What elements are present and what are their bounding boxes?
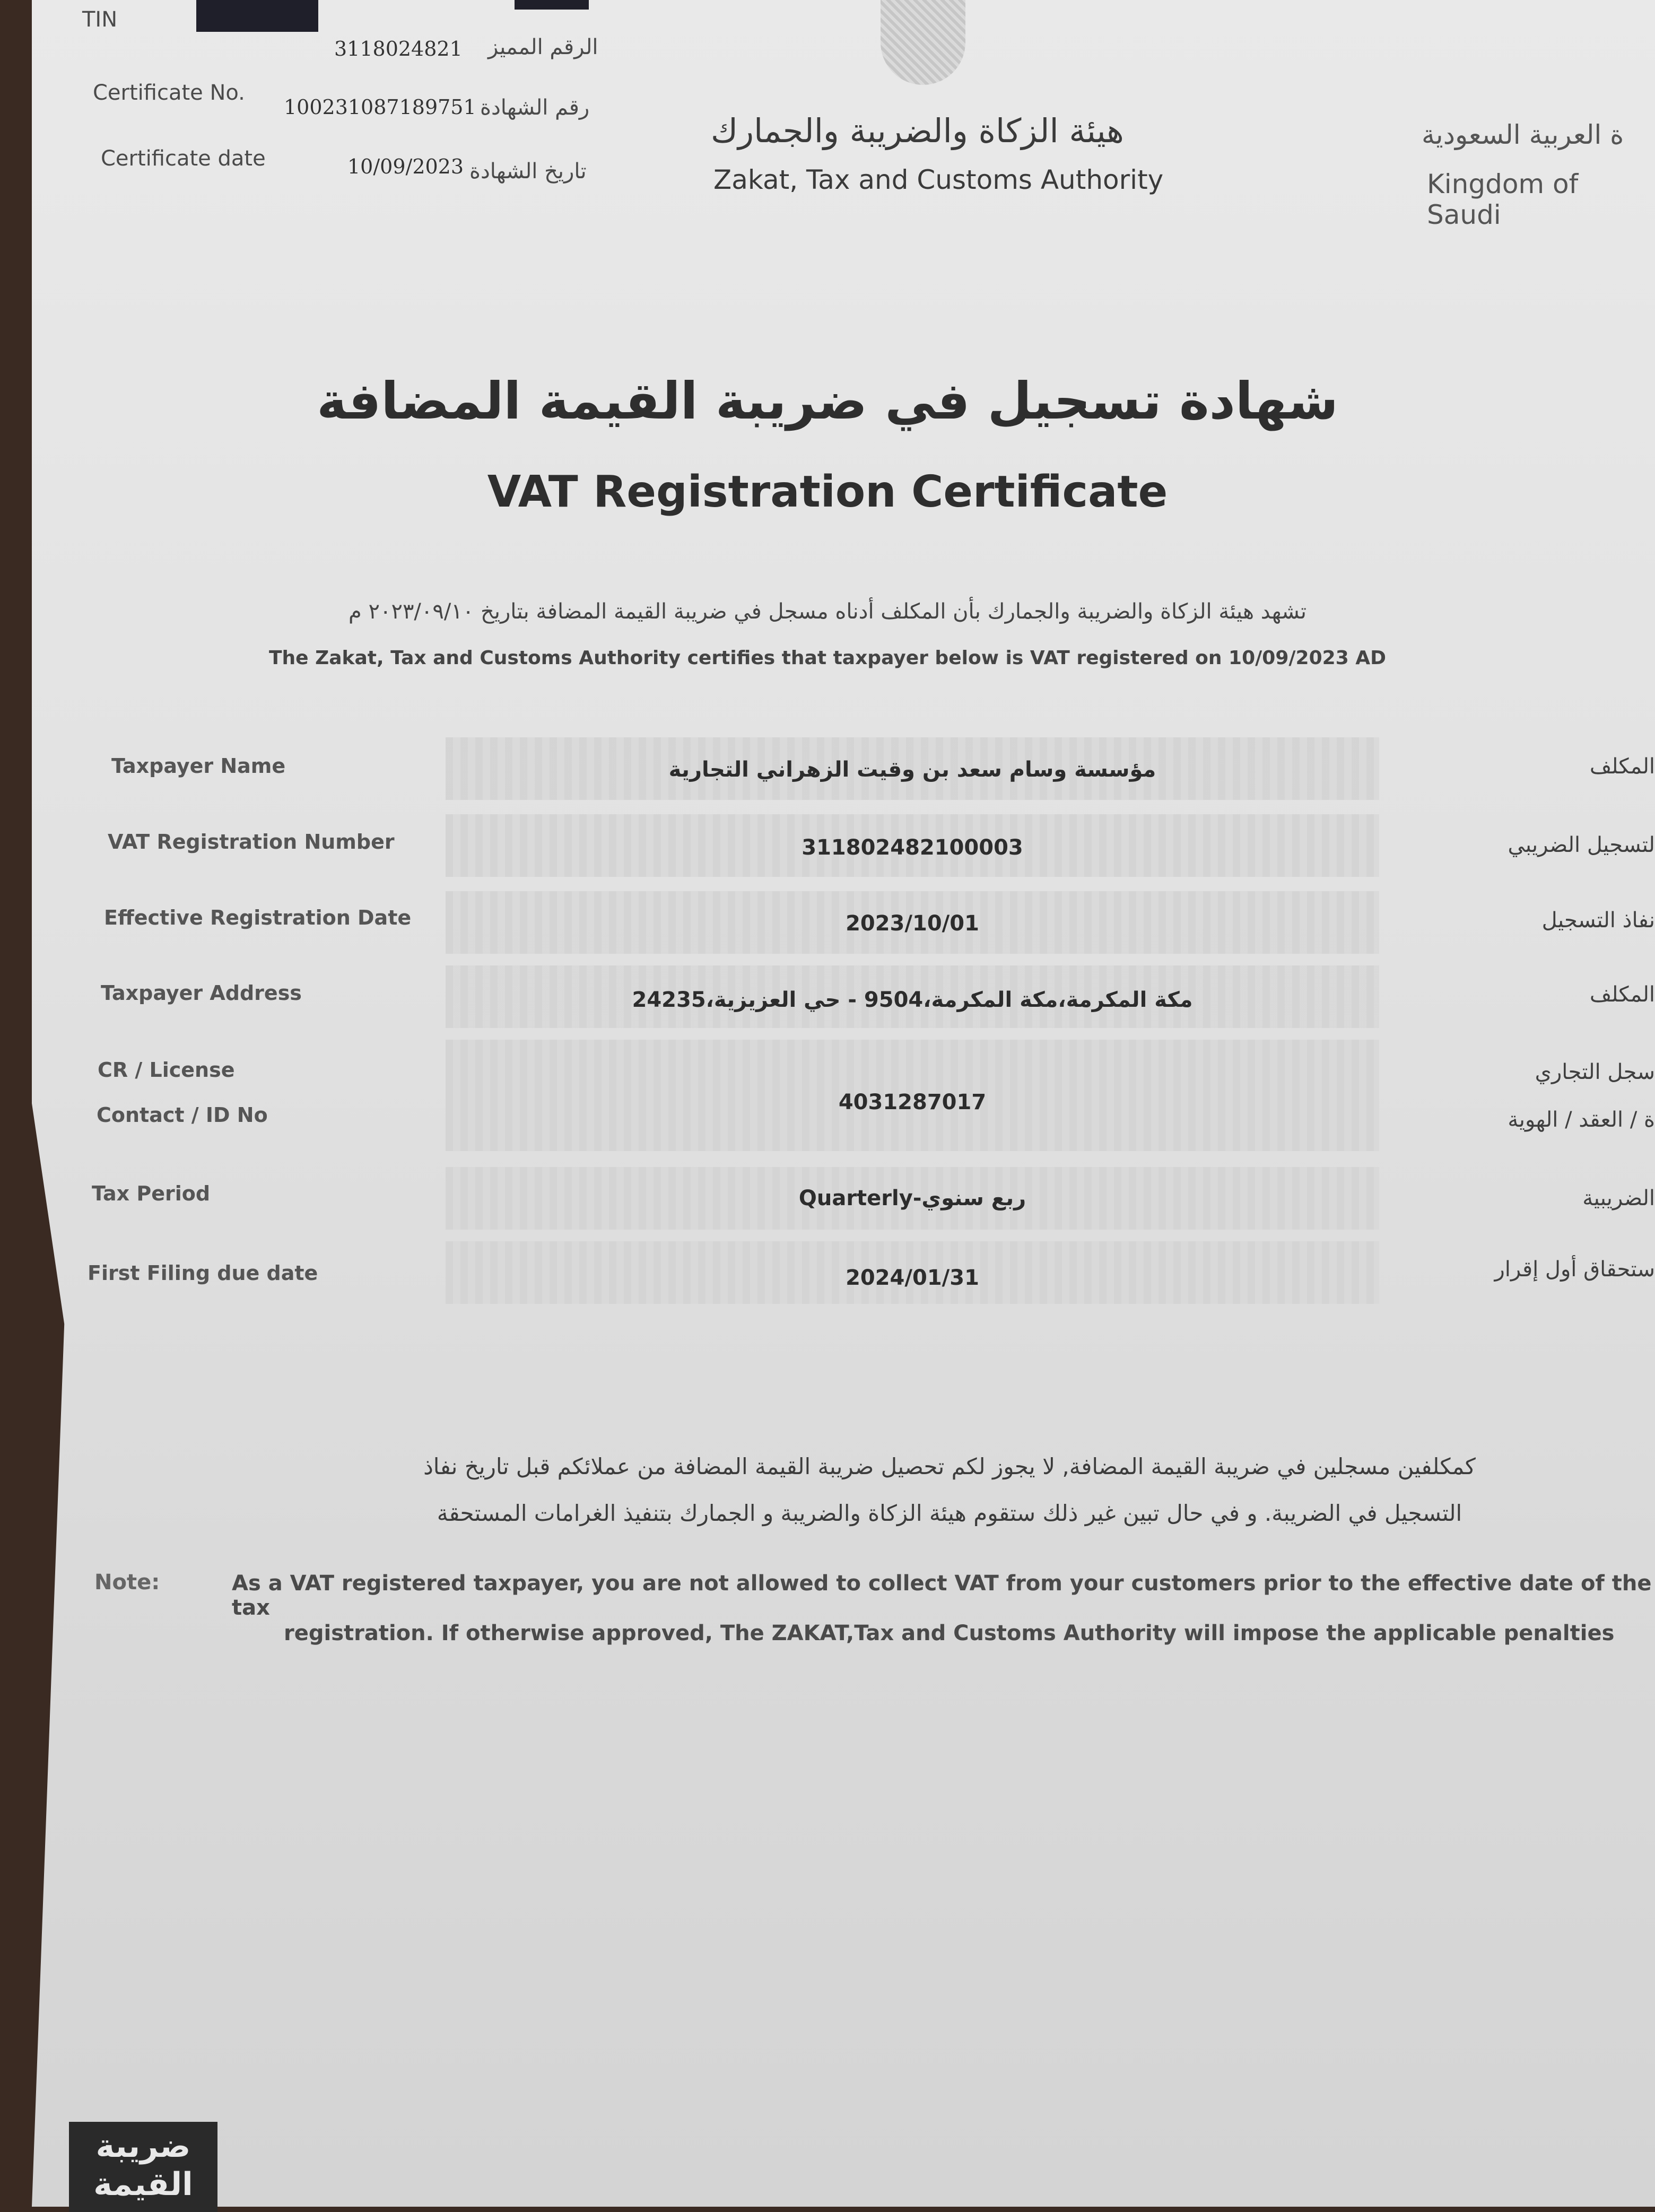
certificate-no-label: Certificate No. (93, 81, 245, 105)
barcode-fragment (515, 0, 589, 10)
cr-license-label: CR / License (98, 1058, 235, 1082)
note-label: Note: (94, 1570, 160, 1595)
redaction-mark (196, 0, 318, 32)
authority-name-ar: هيئة الزكاة والضريبة والجمارك (711, 111, 1124, 150)
taxpayer-name-label-ar: المكلف (1589, 754, 1655, 779)
tax-period-label-ar: الضريبية (1582, 1186, 1655, 1210)
vat-logo (69, 2122, 217, 2212)
title-english: VAT Registration Certificate (487, 467, 1168, 517)
contact-id-label-ar: ة / العقد / الهوية (1508, 1108, 1655, 1132)
first-filing-value: 2024/01/31 (846, 1266, 979, 1290)
tin-label-ar: الرقم المميز (488, 35, 598, 59)
address-label-ar: المكلف (1589, 982, 1655, 1007)
tax-period-value: Quarterly-ربع سنوي (798, 1186, 1026, 1210)
kingdom-name-ar: ة العربية السعودية (1422, 119, 1624, 150)
tin-value: 3118024821 (334, 37, 463, 60)
cr-license-label-ar: سجل التجاري (1535, 1060, 1655, 1084)
certificate-date-label: Certificate date (101, 146, 266, 171)
certificate-date-value: 10/09/2023 (347, 155, 464, 178)
kingdom-name-en: Kingdom of Saudi (1427, 169, 1579, 230)
certificate-no-value: 100231087189751 (284, 95, 476, 119)
certificate-date-label-ar: تاريخ الشهادة (469, 159, 587, 184)
cr-license-value: 4031287017 (838, 1090, 987, 1114)
intro-arabic: تشهد هيئة الزكاة والضريبة والجمارك بأن المكلف أدناه مسجل في ضريبة القيمة المضافة بتاريخ ٢٠٢٣/٠٩/١٠ م (349, 599, 1306, 624)
taxpayer-name-value: مؤسسة وسام سعد بن وقيت الزهراني التجارية (668, 757, 1156, 782)
contact-id-label: Contact / ID No (97, 1103, 268, 1127)
note-arabic-line-2: التسجيل في الضريبة. و في حال تبين غير ذلك ستقوم هيئة الزكاة والضريبة و الجمارك بتنفيذ الغرامات المستحقة (437, 1500, 1462, 1526)
note-english-line-1: As a VAT registered taxpayer, you are not allowed to collect VAT from your customers prior to the effective date of the tax (232, 1571, 1652, 1620)
title-arabic: شهادة تسجيل في ضريبة القيمة المضافة (317, 371, 1338, 431)
first-filing-label: First Filing due date (88, 1261, 318, 1285)
tax-period-label: Tax Period (92, 1182, 211, 1205)
tin-label: TIN (82, 7, 118, 32)
vat-logo-line-2: القيمة (93, 2166, 193, 2203)
effective-date-value: 2023/10/01 (846, 911, 979, 936)
certificate-no-label-ar: رقم الشهادة (480, 95, 590, 120)
address-value: مكة المكرمة،مكة المكرمة،9504 - حي العزيزية،24235 (632, 988, 1193, 1012)
authority-name-en: Zakat, Tax and Customs Authority (713, 164, 1164, 195)
note-english-line-2: registration. If otherwise approved, The ZAKAT,Tax and Customs Authority will impose the applicable penalties (284, 1621, 1615, 1645)
taxpayer-name-label: Taxpayer Name (111, 754, 286, 778)
address-label: Taxpayer Address (101, 981, 302, 1005)
authority-emblem-icon (881, 0, 965, 85)
first-filing-label-ar: ستحقاق أول إقرار (1494, 1257, 1655, 1282)
effective-date-label: Effective Registration Date (104, 906, 412, 929)
vat-number-value: 311802482100003 (802, 835, 1023, 860)
vat-number-label: VAT Registration Number (108, 830, 395, 854)
intro-english: The Zakat, Tax and Customs Authority certifies that taxpayer below is VAT registered on 10/09/2023 AD (268, 647, 1387, 669)
vat-logo-line-1: ضريبة (95, 2128, 191, 2165)
vat-number-label-ar: لتسجيل الضريبي (1508, 833, 1655, 857)
note-arabic-line-1: كمكلفين مسجلين في ضريبة القيمة المضافة, لا يجوز لكم تحصيل ضريبة القيمة المضافة من عملائكم قبل تاريخ نفاذ (423, 1453, 1476, 1479)
effective-date-label-ar: نفاذ التسجيل (1541, 908, 1655, 933)
